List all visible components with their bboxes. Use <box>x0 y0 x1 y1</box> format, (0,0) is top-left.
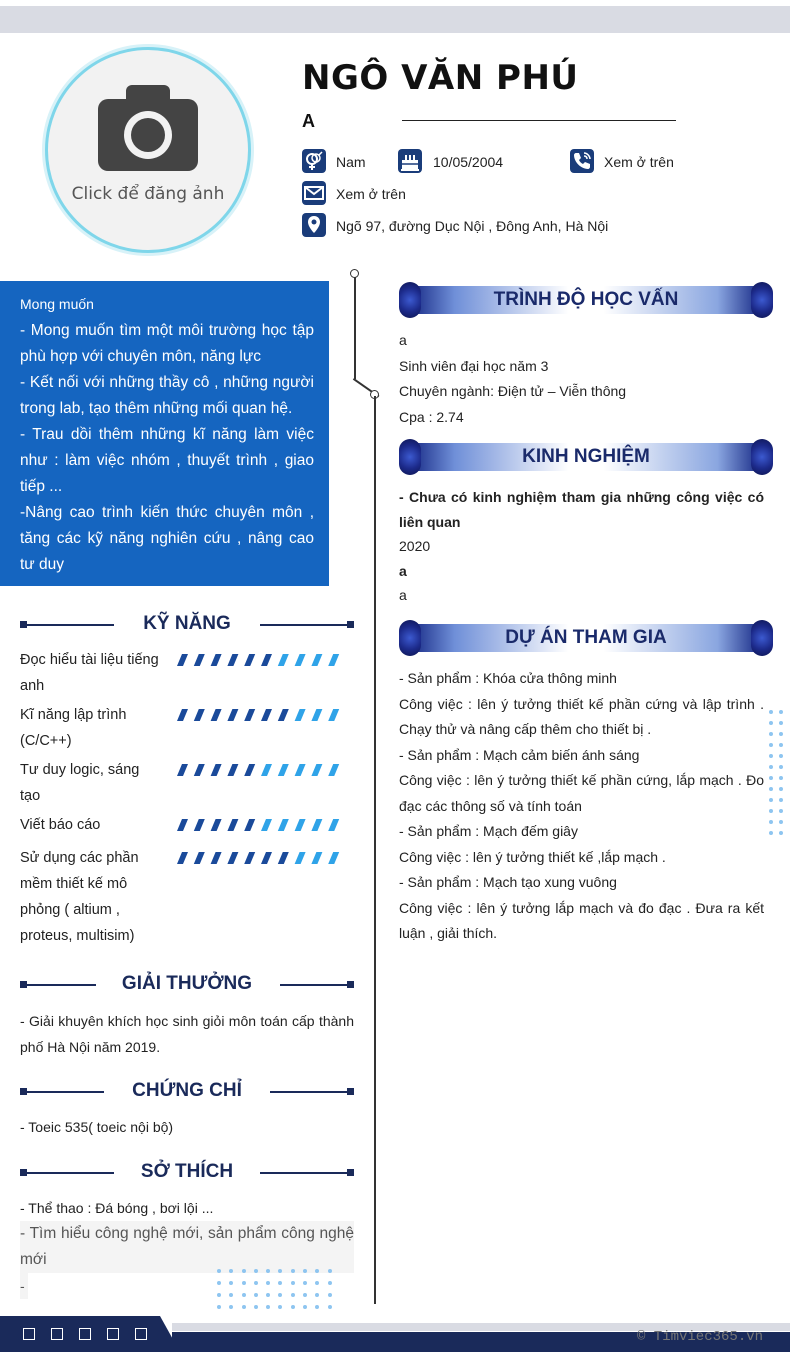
education-title: TRÌNH ĐỘ HỌC VẤN <box>493 289 679 310</box>
footer-square-icon <box>79 1328 91 1340</box>
awards-heading <box>20 973 354 997</box>
skills-heading <box>20 613 354 637</box>
experience-year: 2020 <box>399 538 431 554</box>
decorative-dots <box>769 710 789 835</box>
experience-summary: - Chưa có kinh nghiệm tham gia những công việc có liên quan <box>399 489 764 530</box>
dot <box>242 1305 246 1309</box>
certificates-heading <box>20 1080 354 1104</box>
skill-segment <box>244 819 255 831</box>
address-value: Ngõ 97, đường Dục Nội , Đông Anh, Hà Nội <box>336 218 609 234</box>
dot <box>278 1305 282 1309</box>
dot <box>315 1281 319 1285</box>
dot <box>303 1281 307 1285</box>
project-line: - Sản phẩm : Mạch đếm giây <box>399 823 578 839</box>
education-line: Cpa : 2.74 <box>399 408 464 425</box>
skill-segment <box>211 819 222 831</box>
dot <box>779 776 783 780</box>
skill-segment <box>295 852 306 864</box>
project-line: - Sản phẩm : Mạch cảm biến ánh sáng <box>399 746 640 763</box>
skill-segment <box>177 709 188 721</box>
dot <box>242 1293 246 1297</box>
dot <box>779 787 783 791</box>
candidate-position: A <box>302 111 315 131</box>
projects-heading <box>399 620 773 656</box>
dot <box>303 1305 307 1309</box>
awards-text: - Giải khuyên khích học sinh giỏi môn toán cấp thành phố Hà Nội năm 2019. <box>20 1013 354 1055</box>
hobby-line: - <box>20 1273 28 1299</box>
dot <box>769 776 773 780</box>
dot <box>254 1293 258 1297</box>
dot <box>229 1305 233 1309</box>
dot <box>779 798 783 802</box>
dot <box>779 754 783 758</box>
footer-block-edge <box>160 1316 180 1352</box>
dot <box>254 1269 258 1273</box>
skill-segment <box>278 709 289 721</box>
watermark: © Timviec365.vn <box>637 1329 764 1345</box>
dot <box>217 1269 221 1273</box>
dot <box>769 798 773 802</box>
dot <box>217 1281 221 1285</box>
skill-segment <box>227 654 238 666</box>
dot <box>769 831 773 835</box>
dot <box>779 820 783 824</box>
skill-segment <box>278 819 289 831</box>
skill-segment <box>261 654 272 666</box>
skill-segment <box>278 764 289 776</box>
skill-segment <box>328 852 339 864</box>
hobby-line: - Thể thao : Đá bóng , bơi lội ... <box>20 1200 214 1216</box>
skill-segment <box>244 764 255 776</box>
dot <box>779 743 783 747</box>
avatar-upload[interactable] <box>45 47 251 253</box>
education-line: Sinh viên đại học năm 3 <box>399 357 549 374</box>
skill-segment <box>227 709 238 721</box>
skill-segment <box>311 852 322 864</box>
skill-segment <box>244 654 255 666</box>
skill-rating-bar <box>177 708 347 722</box>
skill-rating-bar <box>177 818 347 832</box>
skill-segment <box>211 709 222 721</box>
decorative-dots <box>217 1269 340 1309</box>
camera-icon <box>98 85 198 171</box>
project-line: - Sản phẩm : Mạch tạo xung vuông <box>399 874 617 890</box>
skills-title: KỸ NĂNG <box>143 613 231 634</box>
skill-rating-bar <box>177 653 347 667</box>
certificates-text: - Toeic 535( toeic nội bộ) <box>20 1119 174 1135</box>
dot <box>779 765 783 769</box>
skill-name: Sử dụng các phần mềm thiết kế mô phỏng ( altium , proteus, multisim) <box>20 850 139 944</box>
skill-segment <box>244 709 255 721</box>
email-value: Xem ở trên <box>336 186 406 202</box>
dot <box>278 1293 282 1297</box>
skill-segment <box>295 819 306 831</box>
skill-segment <box>328 654 339 666</box>
position-underline <box>402 120 676 121</box>
dot <box>769 743 773 747</box>
project-line: - Sản phẩm : Khóa cửa thông minh <box>399 670 617 686</box>
skill-segment <box>227 764 238 776</box>
dot <box>303 1269 307 1273</box>
dot <box>303 1293 307 1297</box>
dot <box>229 1269 233 1273</box>
timeline-line <box>354 277 356 379</box>
phone-icon <box>570 149 594 173</box>
dot <box>266 1293 270 1297</box>
dot <box>291 1269 295 1273</box>
skill-segment <box>278 852 289 864</box>
skill-segment <box>261 764 272 776</box>
skill-name: Viết báo cáo <box>20 817 101 833</box>
email-icon <box>302 181 326 205</box>
hobbies-heading <box>20 1161 354 1185</box>
skill-segment <box>194 709 205 721</box>
skill-segment <box>227 819 238 831</box>
dot <box>779 710 783 714</box>
dot <box>769 787 773 791</box>
awards-title: GIẢI THƯỞNG <box>121 973 253 994</box>
skill-segment <box>295 654 306 666</box>
dot <box>779 809 783 813</box>
education-heading <box>399 282 773 318</box>
projects-title: DỰ ÁN THAM GIA <box>505 627 667 648</box>
birthday-value: 10/05/2004 <box>433 154 504 170</box>
skill-segment <box>211 764 222 776</box>
experience-title: KINH NGHIỆM <box>522 446 650 467</box>
top-strip <box>0 6 790 33</box>
skill-segment <box>211 654 222 666</box>
dot <box>242 1281 246 1285</box>
experience-company: a <box>399 562 407 579</box>
objective-line: - Trau dồi thêm những kĩ năng làm việc như : làm việc nhóm , thuyết trình , giao tiếp ... <box>20 426 314 495</box>
dot <box>266 1281 270 1285</box>
skill-segment <box>177 764 188 776</box>
education-body <box>399 328 764 430</box>
dot <box>315 1293 319 1297</box>
dot <box>769 820 773 824</box>
dot <box>217 1293 221 1297</box>
objective-line: - Mong muốn tìm một môi trường học tập phù hợp với chuyên môn, năng lực <box>20 322 314 365</box>
dot <box>769 721 773 725</box>
skill-segment <box>177 852 188 864</box>
skill-segment <box>177 819 188 831</box>
dot <box>779 721 783 725</box>
dot <box>315 1305 319 1309</box>
gender-value: Nam <box>336 154 366 170</box>
skill-segment <box>194 852 205 864</box>
experience-desc: a <box>399 587 407 603</box>
skill-name: Kĩ năng lập trình (C/C++) <box>20 707 127 749</box>
footer-square-icon <box>135 1328 147 1340</box>
dot <box>291 1305 295 1309</box>
footer-square-icon <box>23 1328 35 1340</box>
skill-segment <box>295 764 306 776</box>
dot <box>779 831 783 835</box>
skill-segment <box>295 709 306 721</box>
skill-rating-bar <box>177 763 347 777</box>
skill-segment <box>261 709 272 721</box>
dot <box>266 1305 270 1309</box>
dot <box>291 1281 295 1285</box>
skill-segment <box>227 852 238 864</box>
skill-name: Đọc hiểu tài liệu tiếng anh <box>20 652 159 694</box>
experience-body <box>399 485 764 608</box>
objective-body <box>20 318 314 578</box>
skill-segment <box>194 654 205 666</box>
footer-square-icon <box>51 1328 63 1340</box>
dot <box>769 710 773 714</box>
hobbies-title: SỞ THÍCH <box>140 1161 234 1182</box>
dot <box>769 765 773 769</box>
skill-segment <box>261 852 272 864</box>
objective-line: -Nâng cao trình kiến thức chuyên môn , tăng các kỹ năng nghiên cứu , nâng cao tư duy <box>20 504 314 573</box>
skill-name: Tư duy logic, sáng tạo <box>20 762 140 804</box>
dot <box>328 1281 332 1285</box>
skill-segment <box>261 819 272 831</box>
skill-segment <box>328 764 339 776</box>
objective-line: - Kết nối với những thầy cô , những người trong lab, tạo thêm những mối quan hệ. <box>20 374 314 417</box>
dot <box>242 1269 246 1273</box>
skill-segment <box>177 654 188 666</box>
projects-body <box>399 666 764 947</box>
dot <box>769 809 773 813</box>
skill-segment <box>278 654 289 666</box>
skill-segment <box>311 709 322 721</box>
phone-value: Xem ở trên <box>604 154 674 170</box>
dot <box>779 732 783 736</box>
dot <box>254 1305 258 1309</box>
dot <box>769 732 773 736</box>
skill-segment <box>211 852 222 864</box>
experience-heading <box>399 439 773 475</box>
dot <box>229 1293 233 1297</box>
education-line: Chuyên ngành: Điện tử – Viễn thông <box>399 383 627 399</box>
skill-segment <box>311 654 322 666</box>
dot <box>769 754 773 758</box>
dot <box>315 1269 319 1273</box>
dot <box>291 1293 295 1297</box>
project-line: Công việc : lên ý tưởng thiết kế ,lắp mạch . <box>399 848 666 865</box>
candidate-name: NGÔ VĂN PHÚ <box>302 58 579 98</box>
skill-rating-bar <box>177 851 347 865</box>
timeline-line <box>374 396 376 1304</box>
avatar-upload-label: Click để đăng ảnh <box>71 184 225 204</box>
skill-segment <box>328 819 339 831</box>
objective-section <box>0 281 329 586</box>
skill-segment <box>194 819 205 831</box>
project-line: Công việc : lên ý tưởng lắp mạch và đo đạc . Đưa ra kết luận , giải thích. <box>399 899 764 941</box>
project-line: Công việc : lên ý tưởng thiết kế phần cứng, lắp mạch . Đo đạc các thông số và tính toán <box>399 772 764 814</box>
skill-segment <box>311 764 322 776</box>
objective-title: Mong muốn <box>20 296 94 312</box>
dot <box>254 1281 258 1285</box>
dot <box>278 1269 282 1273</box>
project-line: Công việc : lên ý tưởng thiết kế phần cứng và lập trình . Chạy thử và nâng cấp thêm cho thiết bị . <box>399 695 764 737</box>
school-name: a <box>399 332 407 348</box>
skill-segment <box>328 709 339 721</box>
dot <box>278 1281 282 1285</box>
dot <box>328 1269 332 1273</box>
dot <box>328 1293 332 1297</box>
footer-square-icon <box>107 1328 119 1340</box>
dot <box>328 1305 332 1309</box>
dot <box>229 1281 233 1285</box>
location-pin-icon <box>302 213 326 237</box>
dot <box>266 1269 270 1273</box>
skill-segment <box>311 819 322 831</box>
gender-icon <box>302 149 326 173</box>
skill-segment <box>244 852 255 864</box>
birthday-cake-icon <box>398 149 422 173</box>
certificates-title: CHỨNG CHỈ <box>132 1080 242 1101</box>
dot <box>217 1305 221 1309</box>
skill-segment <box>194 764 205 776</box>
hobby-line: - Tìm hiểu công nghệ mới, sản phẩm công nghệ mới <box>20 1221 354 1273</box>
